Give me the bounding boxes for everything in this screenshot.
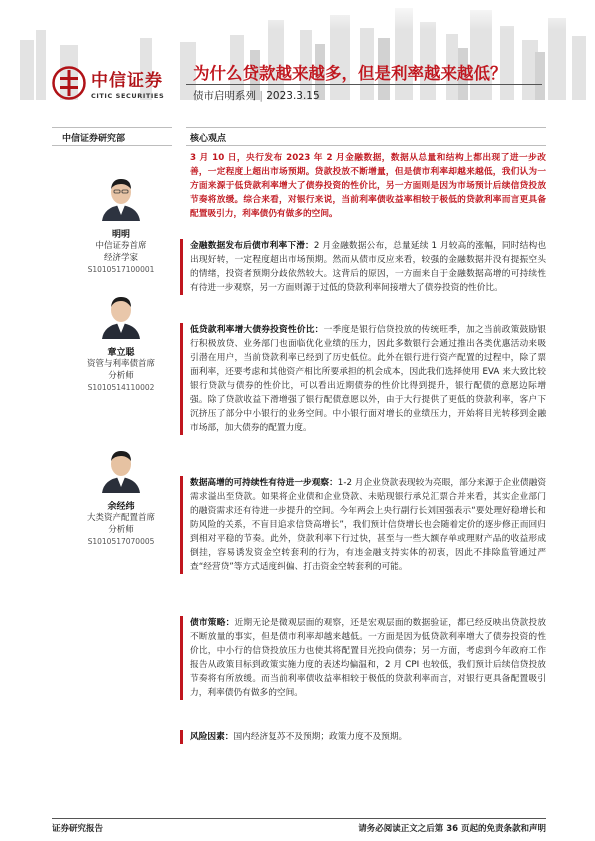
point-text — [190, 616, 546, 700]
point-marker — [180, 616, 183, 700]
right-column-top-divider — [186, 127, 546, 128]
research-dept-heading: 中信证券研究部 — [62, 134, 126, 144]
point-marker — [180, 476, 183, 574]
analyst-title-line: 中信证券首席 — [95, 241, 147, 251]
series-name: 债市启明系列 — [193, 90, 256, 102]
point-marker — [180, 239, 183, 295]
summary-paragraph: 3 月 10 日，央行发布 2023 年 2 月金融数据，数据从总量和结构上都出现了进一步改善，一定程度上超出市场预期。贷款投放不断增量，但是债市利率却越来越低，我们认为一方面来源于低贷款利率增大了债券投资的性价比，另一方面则是因为市场预计后续信贷投放节奏将放缓。综合来看，对银行来说，当前利率债收益率相较于极低的贷款利率而言更具备配置吸引力，利率债仍有做多的空间。 — [190, 153, 546, 219]
point-body: 国内经济复苏不及预期；政策力度不及预期。 — [233, 732, 408, 742]
point-marker — [180, 323, 183, 435]
point-body: 1-2 月企业贷款表现较为亮眼，部分来源于企业债融资需求溢出至贷款。如果将企业债和企业贷款、未贴现银行承兑汇票合并来看，其实企业部门的融资需求还有待进一步提升的空间。今年两会上央行副行长刘国强表示“要处理好稳增长和防风险的关系，不盲目追求信贷高增长”，我们预计信贷增长也会随着定价的逐步修正而回归到相对平稳的节奏。此外，贷款利率下行过快，甚至与一些大额存单或理财产品的收益形成倒挂，容易诱发资金空转套利的行为，有违金融支持实体的初衷，因此不排除监管通过严查“经营贷”等方式适度纠偏、打击资金空转套利的可能。 — [190, 478, 547, 572]
point-text — [190, 323, 546, 435]
analyst-photo — [100, 447, 142, 493]
citic-logo — [52, 66, 164, 100]
point-body: 2 月金融数据公布，总量延续 1 月较高的涨幅，同时结构也出现好转，一定程度超出市场预期。然而从债市反应来看，较强的金融数据并没有提振空头的情绪，投资者预期分歧依然较大。这背后的原因，一方面来自于金融数据高增的可持续性有待进一步观察，另一方面则源于过低的贷款利率间接增大了债券投资的性价比。 — [190, 241, 547, 293]
page-title: 为什么贷款越来越多，但是利率越来越低？ — [193, 64, 507, 83]
analyst-photo — [100, 175, 142, 221]
footer-disclaimer: 请务必阅读正文之后第 36 页起的免责条款和声明 — [358, 824, 546, 834]
left-column-divider — [52, 145, 172, 146]
analyst-name: 章立聪 — [107, 348, 135, 358]
point-lead: 金融数据发布后债市利率下滑： — [190, 241, 314, 251]
analyst-photo — [100, 293, 142, 339]
point-lead: 数据高增的可持续性有待进一步观察： — [190, 478, 338, 488]
analyst-id: S1010514110002 — [87, 383, 155, 392]
analyst-name: 明明 — [111, 230, 130, 240]
point-lead: 债市策略： — [190, 618, 235, 628]
analyst-card — [66, 293, 176, 394]
key-point — [180, 730, 546, 744]
brand-name-cn: 中信证券 — [91, 71, 163, 91]
analyst-card — [66, 175, 176, 276]
key-point — [180, 476, 546, 574]
right-column-divider — [186, 145, 546, 146]
point-lead: 低贷款利率增大债券投资性价比： — [190, 325, 324, 335]
analyst-title-line: 分析师 — [108, 524, 134, 535]
left-column-top-divider — [52, 127, 172, 128]
point-marker — [180, 730, 183, 744]
key-point — [180, 239, 546, 295]
analyst-id: S1010517100001 — [87, 265, 155, 274]
point-lead: 风险因素： — [190, 732, 234, 742]
key-point — [180, 616, 546, 700]
analyst-title-line: 大类资产配置首席 — [86, 513, 155, 523]
brand-name-en: CITIC SECURITIES — [91, 92, 165, 100]
point-text — [190, 476, 546, 574]
analyst-title-line: 资管与利率债首席 — [86, 359, 155, 369]
footer-report-type: 证券研究报告 — [52, 824, 104, 834]
point-body: 一季度是银行信贷投放的传统旺季，加之当前政策鼓励银行积极放贷、业务部门也面临优化业绩的压力，因此多数银行会通过推出各类优惠活动来吸引潜在用户，当前贷款利率已经到了历史低位。此外在银行进行资产配置的过程中，除了票面利率，还要考虑和其他资产相比所要承担的机会成本，因此我们选择使用 EVA 来大致比较银行贷款与债券的性价比，可以看出近期债券的性价比得到提升，银行配债的意愿边际增强。除了贷款收益下滑增强了银行配债意愿以外，由于大行提供了更低的贷款利率，客户下沉挤压了部分中小银行的业务空间。中小银行面对增长的业绩压力，开始将目光转移到金融市场部，加大债券的配置力度。 — [190, 325, 547, 433]
series-info: 债市启明系列 | 2023.3.15 — [193, 90, 320, 102]
analyst-title-line: 经济学家 — [103, 252, 138, 263]
analyst-title-line: 分析师 — [108, 370, 134, 381]
key-point — [180, 323, 546, 435]
point-text — [190, 730, 546, 744]
core-view-heading: 核心观点 — [190, 134, 227, 144]
report-date: 2023.3.15 — [266, 90, 320, 102]
citic-logo-mark — [52, 66, 86, 100]
footer-divider — [52, 818, 546, 819]
header-divider — [186, 84, 542, 85]
analyst-id: S1010517070005 — [87, 537, 155, 546]
point-text — [190, 239, 546, 295]
point-body: 近期无论是微观层面的观察，还是宏观层面的数据验证，都已经反映出贷款投放不断放量的事实，但是债市利率却越来越低。一方面是因为低贷款利率增大了债券投资的性价比，中小行的信贷投放压力也使其将配置目光投向债券；另一方面，考虑到今年政府工作报告从政策目标到政策实施力度的表述均偏温和，2 月 CPI 也较低，我们预计后续信贷投放节奏将有所放缓。而当前利率债收益率相较于极低的贷款利率而言，对银行更具备配置吸引力，利率债仍有做多的空间。 — [190, 618, 547, 698]
analyst-card — [66, 447, 176, 548]
analyst-name: 余经纬 — [107, 502, 135, 512]
